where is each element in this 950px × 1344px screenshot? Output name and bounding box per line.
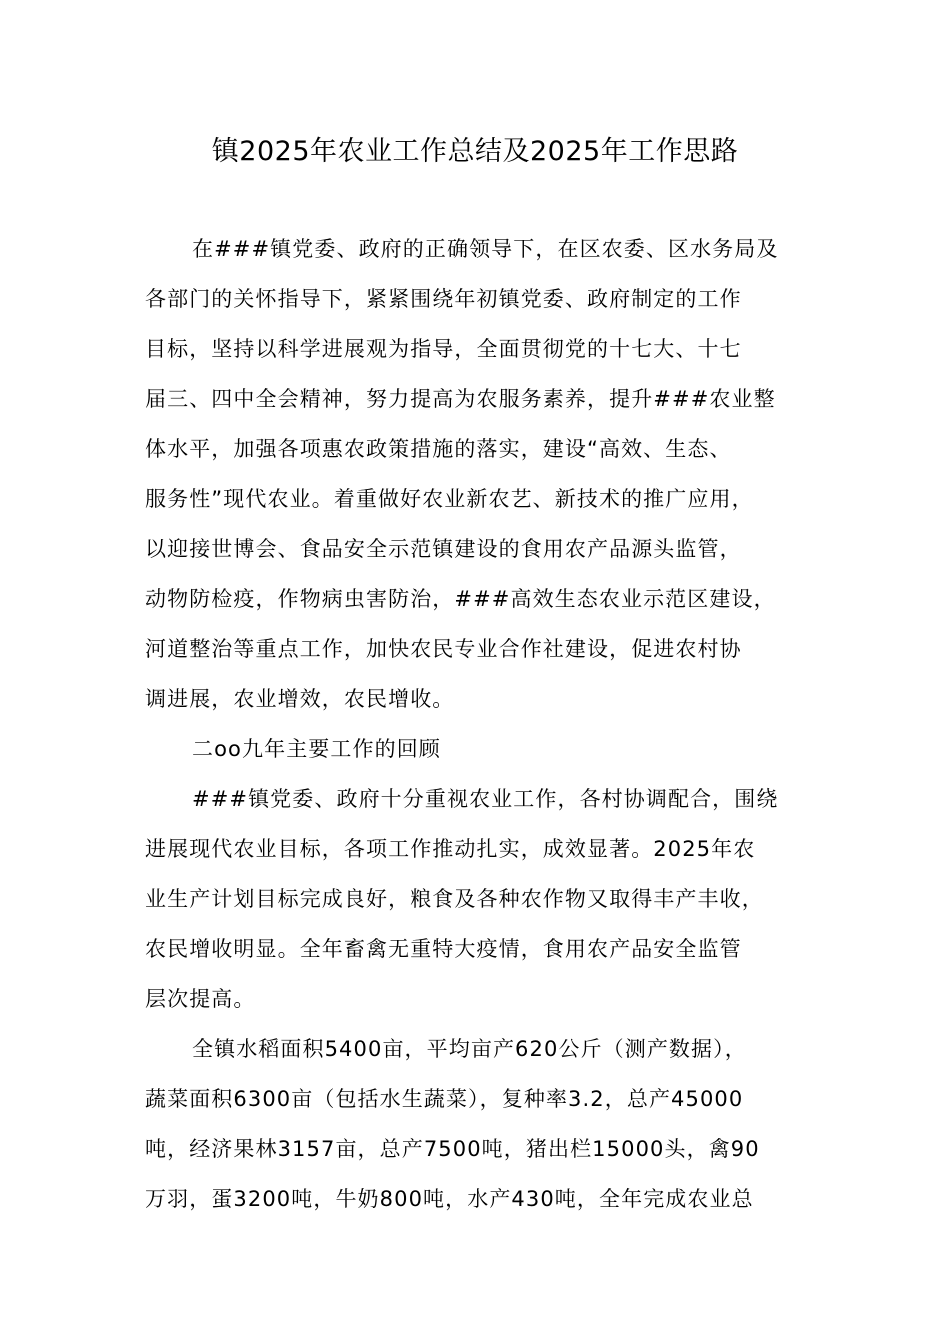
paragraph-line: 农民增收明显。全年畜禽无重特大疫情，食用农产品安全监管 [145,937,742,961]
paragraph-line: ###镇党委、政府十分重视农业工作，各村协调配合，围绕 [192,787,779,811]
section-heading: 二oo九年主要工作的回顾 [192,737,441,761]
paragraph-line: 层次提高。 [145,987,256,1011]
paragraph-line: 服务性”现代农业。着重做好农业新农艺、新技术的推广应用， [145,487,754,511]
paragraph-line: 业生产计划目标完成良好，粮食及各种农作物又取得丰产丰收， [145,887,764,911]
paragraph-line: 目标，坚持以科学进展观为指导，全面贯彻党的十七大、十七 [145,337,742,361]
paragraph-line: 河道整治等重点工作，加快农民专业合作社建设，促进农村协 [145,637,742,661]
document-title: 镇2025年农业工作总结及2025年工作思路 [211,136,739,167]
paragraph-line: 蔬菜面积6300亩（包括水生蔬菜），复种率3.2，总产45000 [145,1087,744,1111]
paragraph-line: 各部门的关怀指导下，紧紧围绕年初镇党委、政府制定的工作 [145,287,742,311]
paragraph-line: 届三、四中全会精神，努力提高为农服务素养，提升###农业整 [145,387,776,411]
paragraph-line: 吨，经济果林3157亩，总产7500吨，猪出栏15000头，禽90 [145,1137,760,1161]
paragraph-line: 调进展，农业增效，农民增收。 [145,687,455,711]
paragraph-line: 万羽，蛋3200吨，牛奶800吨，水产430吨，全年完成农业总 [145,1187,754,1211]
paragraph-line: 全镇水稻面积5400亩，平均亩产620公斤（测产数据）， [192,1037,747,1061]
paragraph-line: 在###镇党委、政府的正确领导下，在区农委、区水务局及 [192,237,779,261]
paragraph-line: 以迎接世博会、食品安全示范镇建设的食用农产品源头监管， [145,537,742,561]
paragraph-line: 体水平，加强各项惠农政策措施的落实，建设“高效、生态、 [145,437,732,461]
paragraph-line: 动物防检疫，作物病虫害防治，###高效生态农业示范区建设， [145,587,776,611]
paragraph-line: 进展现代农业目标，各项工作推动扎实，成效显著。2025年农 [145,837,756,861]
